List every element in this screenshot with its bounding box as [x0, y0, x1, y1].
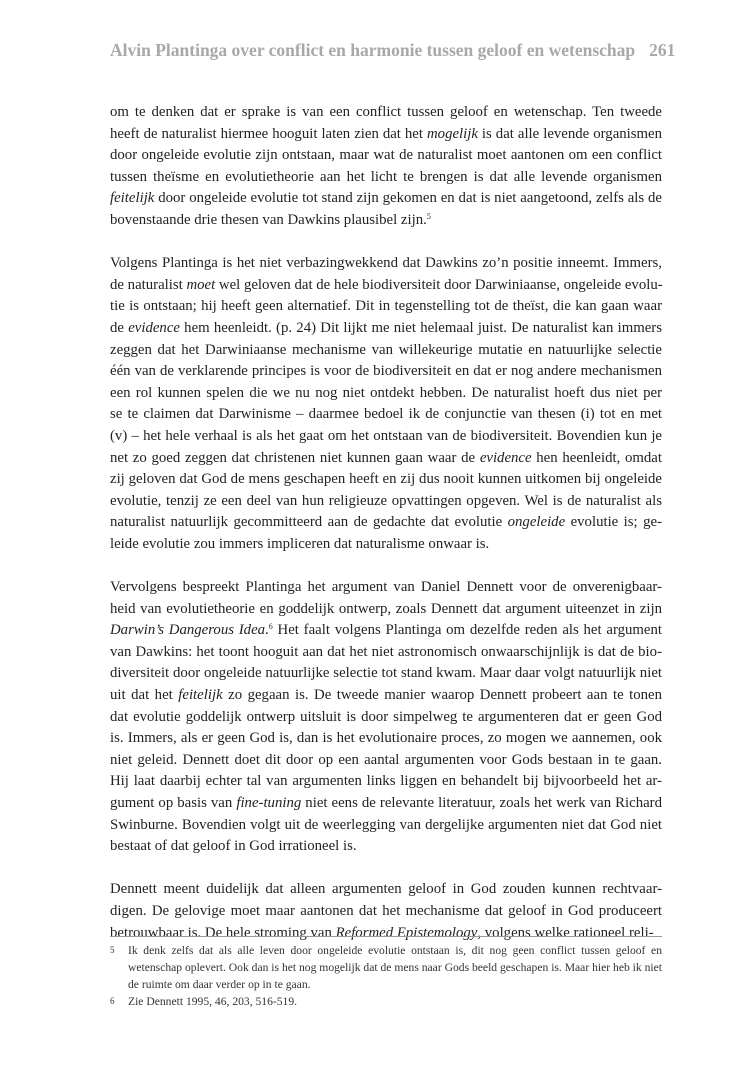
- text-run: wel geloven dat de hele biodiversiteit door Darwiniaanse, ongeleide evolu-: [215, 276, 663, 293]
- text-run: , volgens welke rationeel reli-: [477, 924, 654, 941]
- text-run: Swinburne. Bovendien volgt uit de weerlegging van dergelijke argumenten niet dat God niet: [110, 816, 662, 833]
- text-run: Vervolgens bespreekt Plantinga het argument van Daniel Dennett voor de onverenigbaar-: [110, 579, 662, 596]
- text-run: hem heenleidt. (p. 24) Dit lijkt me niet helemaal juist. De naturalist kan immers: [179, 319, 662, 336]
- text-line: [110, 404, 662, 426]
- footnotes: [110, 942, 662, 1010]
- paragraph: [110, 253, 662, 555]
- text-run: uit dat het: [110, 687, 179, 704]
- text-line: [110, 469, 662, 491]
- text-line: [110, 124, 662, 146]
- italic-term: feitelijk: [110, 190, 155, 207]
- italic-term: evidence: [479, 449, 532, 466]
- italic-term: Darwin’s Dangerous Idea: [110, 622, 266, 639]
- text-line: [110, 275, 662, 297]
- footnote-number: 5: [110, 945, 115, 955]
- text-run: bovenstaande drie thesen van Dawkins plausibel zijn.: [110, 211, 427, 228]
- text-run: tussen theïsme en evolutietheorie aan het licht te brengen is dat alle levende organismen: [110, 168, 662, 185]
- text-run: dat evolutie goddelijk ontwerp uitsluit is door simpelweg te argumenteren dat er geen God: [110, 708, 662, 725]
- text-line: [110, 361, 662, 383]
- footnote-number: 6: [110, 996, 115, 1006]
- text-run: is dat alle levende organismen: [477, 125, 662, 142]
- text-line: [110, 728, 662, 750]
- text-line: [110, 707, 662, 729]
- text-run: de: [110, 319, 129, 336]
- text-run: bestaat of dat geloof in God irrationeel is.: [110, 838, 357, 855]
- footnote-divider: [110, 936, 662, 937]
- text-line: [110, 901, 662, 923]
- running-title: Alvin Plantinga over conflict en harmonie tussen geloof en wetenschap: [110, 40, 636, 60]
- footnote-text: Zie Dennett 1995, 46, 203, 516-519.: [128, 995, 298, 1008]
- text-run: Volgens Plantinga is het niet verbazingwekkend dat Dawkins zo’n positie inneemt. Immers,: [110, 255, 662, 272]
- italic-term: fine-tuning: [236, 795, 302, 811]
- text-run: Hij laat daarbij echter tal van argumenten links liggen en behandelt bij bijvoorbeeld het ar-: [110, 773, 662, 790]
- text-run: is. Immers, als er geen God is, dan is het evolutionaire proces, zo mogen we aannemen, ook: [110, 730, 662, 747]
- footnote: [110, 942, 662, 993]
- text-line: [110, 599, 662, 621]
- text-run: gument op basis van: [110, 795, 237, 811]
- text-line: [110, 426, 662, 448]
- italic-term: evidence: [128, 319, 180, 336]
- footnote-ref: 6: [268, 622, 273, 632]
- text-line: [110, 167, 662, 189]
- text-line: [110, 771, 662, 793]
- italic-term: feitelijk: [178, 687, 223, 704]
- text-line: [110, 296, 662, 318]
- text-line: [110, 923, 662, 945]
- paragraph: [110, 577, 662, 858]
- text-run: niet eens de relevante literatuur, zoals het werk van Richard: [301, 795, 662, 811]
- body-text: [110, 102, 662, 944]
- italic-term: mogelijk: [426, 125, 478, 142]
- text-run: van Dawkins: het toont hooguit aan dat het niet astronomisch onwaarschijnlijk is dat de bio-: [110, 643, 662, 660]
- text-line: [110, 685, 662, 707]
- footnote: [110, 993, 662, 1010]
- text-run: digen. De gelovige moet maar aantonen dat het mechanisme dat geloof in God produceert: [110, 902, 662, 919]
- text-run: de naturalist: [110, 276, 187, 293]
- text-run: se te claimen dat Darwinisme – daarmee bedoel ik de conjunctie van thesen (i) tot en met: [110, 406, 662, 423]
- page-number: 261: [649, 40, 676, 60]
- text-run: leide evolutie zou immers impliceren dat naturalisme onwaar is.: [110, 535, 490, 552]
- text-line: [110, 491, 662, 513]
- footnote-text: Ik denk zelfs dat als alle leven door ongeleide evolutie ontstaan is, dit nog geen conflict tussen geloof en wetenschap oplevert. Ook dan is het nog mogelijk dat de mens naar Gods beeld geschapen is. Maar hier heb ik niet de ruimte om daar verder op in te gaan.: [128, 944, 662, 991]
- text-run: naturalist natuurlijk gecommitteerd aan de gedachte dat evolutie: [110, 514, 508, 531]
- text-line: [110, 383, 662, 405]
- text-run: door ongeleide evolutie tot stand zijn gekomen en dat is niet aangetoond, zelfs als de: [154, 190, 662, 207]
- text-run: (v) – het hele verhaal is als het gaat om het ontstaan van de biodiversiteit. Bovendien kun je: [110, 427, 662, 444]
- paragraph: [110, 102, 662, 232]
- text-line: [110, 836, 662, 858]
- text-line: [110, 534, 662, 556]
- text-line: [110, 620, 662, 642]
- text-line: [110, 340, 662, 362]
- text-run: betrouwbaar is. De hele stroming van: [110, 924, 336, 941]
- text-run: heeft de naturalist hiermee hooguit laten zien dat het: [110, 125, 427, 142]
- italic-term: Reformed Epistemology: [335, 924, 478, 941]
- text-run: .: [265, 622, 269, 639]
- text-line: [110, 210, 662, 232]
- text-line: [110, 642, 662, 664]
- text-run: tie is ontstaan; hij heeft geen alternatief. Dit in tegenstelling tot de theïst, die kan gaan waar: [110, 298, 662, 315]
- text-run: zo gegaan is. De tweede manier waarop Dennett probeert aan te tonen: [222, 687, 663, 704]
- text-run: een rol kunnen spelen die we nu nog niet ontdekt hebben. De naturalist hoeft dus niet per: [110, 384, 662, 401]
- text-line: [110, 448, 662, 470]
- text-run: Het faalt volgens Plantinga om dezelfde reden als het argument: [272, 622, 662, 639]
- text-run: evolutie is; ge-: [565, 514, 662, 531]
- text-run: heid van evolutietheorie en goddelijk ontwerp, zoals Dennett dat argument uiteenzet in zijn: [110, 600, 662, 617]
- footnote-ref: 5: [426, 211, 431, 221]
- text-run: door ongeleide evolutie zijn ontstaan, maar wat de naturalist moet aantonen om een conflict: [110, 147, 662, 164]
- text-line: [110, 188, 662, 210]
- text-line: [110, 577, 662, 599]
- text-run: om te denken dat er sprake is van een conflict tussen geloof en wetenschap. Ten tweede: [110, 104, 662, 120]
- text-run: zij geloven dat God de mens geschapen heeft en zij dus nooit kunnen uitkomen bij ongeleide: [110, 471, 662, 488]
- text-line: [110, 815, 662, 837]
- text-line: [110, 750, 662, 772]
- text-line: [110, 793, 662, 815]
- text-line: [110, 663, 662, 685]
- text-line: [110, 879, 662, 901]
- text-line: [110, 253, 662, 275]
- text-run: niet geleid. Dennett doet dit door op een aantal argumenten voor Gods bestaan in te gaan.: [110, 751, 662, 768]
- paragraph: [110, 879, 662, 944]
- text-run: één van de verklarende principes is voor de biodiversiteit en dat er nog andere mechanismen: [110, 363, 662, 380]
- text-run: net zo goed zeggen dat christenen niet kunnen gaan waar de: [110, 449, 480, 466]
- running-header: [110, 40, 676, 61]
- text-run: diversiteit door ongeleide natuurlijke selectie tot stand kwam. Maar daar volgt natuurlijk niet: [110, 665, 662, 682]
- text-line: [110, 102, 662, 124]
- text-line: [110, 145, 662, 167]
- text-line: [110, 512, 662, 534]
- text-run: hen heenleidt, omdat: [531, 449, 662, 466]
- text-run: zeggen dat het Darwiniaanse mechanisme van willekeurige mutatie en natuurlijke selectie: [110, 341, 662, 358]
- text-run: evolutie, tenzij ze een deel van hun religieuze opvattingen opgeven. Wel is de naturalist als: [110, 492, 662, 509]
- text-line: [110, 318, 662, 340]
- italic-term: moet: [186, 276, 216, 293]
- italic-term: ongeleide: [507, 514, 566, 531]
- text-run: Dennett meent duidelijk dat alleen argumenten geloof in God zouden kunnen rechtvaar-: [110, 881, 662, 898]
